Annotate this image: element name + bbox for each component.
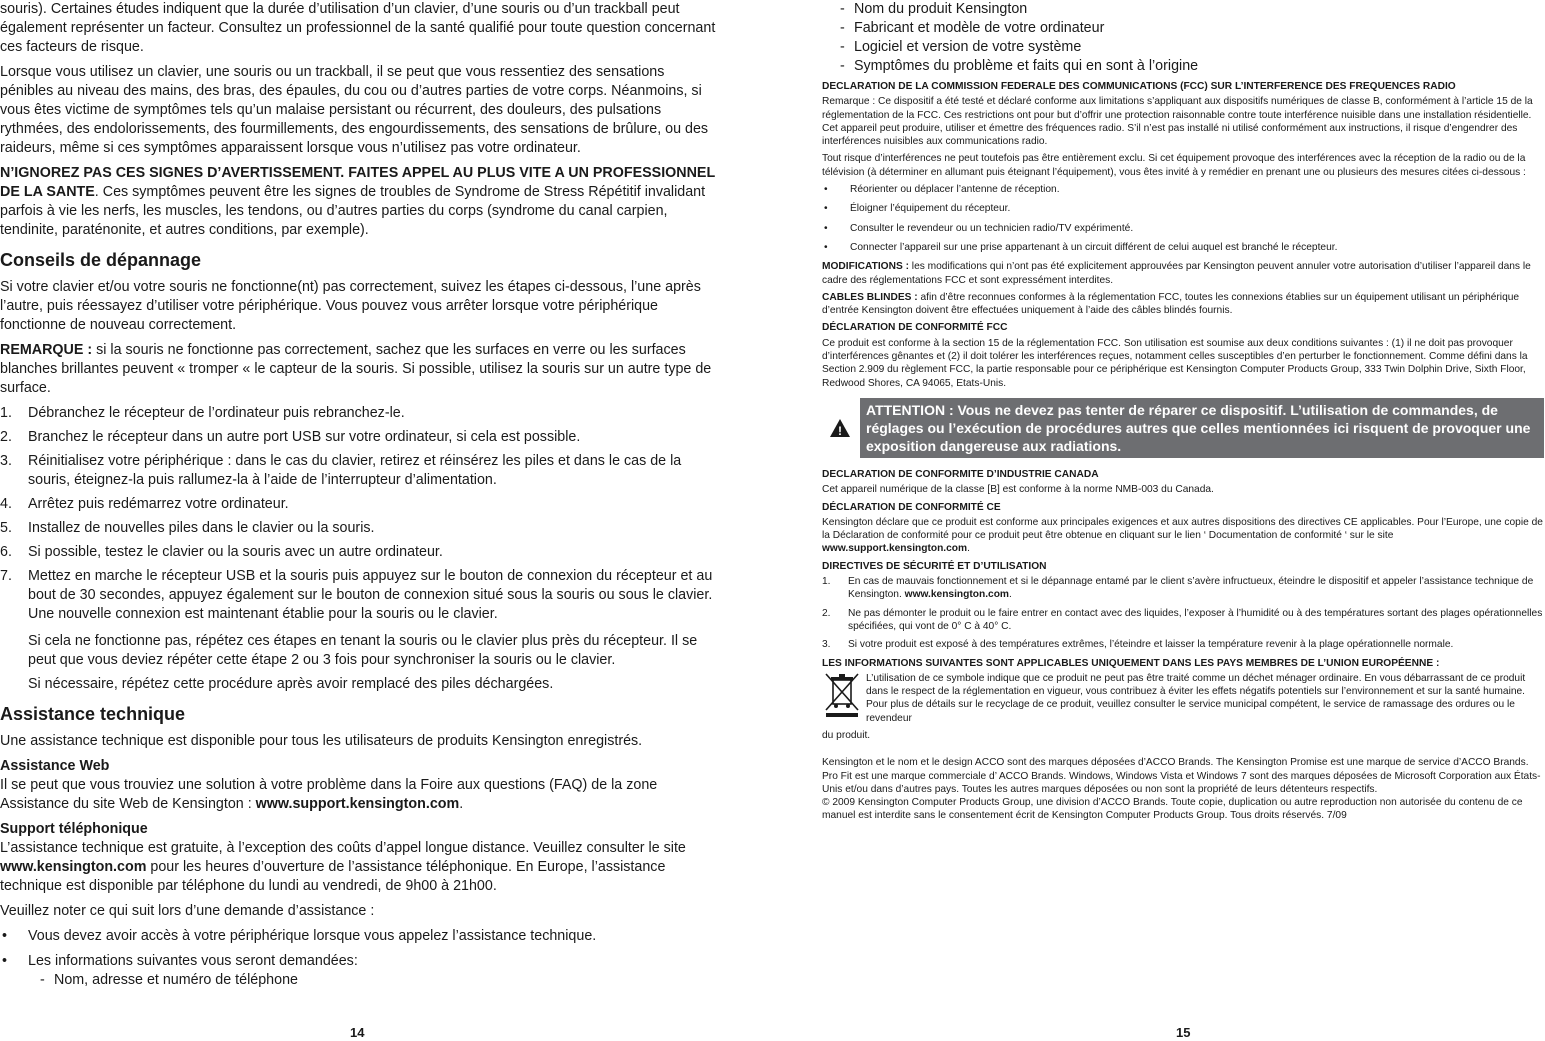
canada-text: Cet appareil numérique de la classe [B] est conforme à la norme NMB-003 du Canada. [822, 484, 1214, 496]
list-number: 2. [822, 607, 831, 619]
step-text: Installez de nouvelles piles dans le clavier ou la souris. [28, 520, 375, 536]
support-bullets [0, 927, 718, 990]
list-number: 1. [822, 576, 831, 588]
list-item [822, 575, 1544, 602]
fcc-heading: DECLARATION DE LA COMMISSION FEDERALE DES COMMUNICATIONS (FCC) SUR L’INTERFERENCE DES FREQUENCES RADIO [822, 81, 1456, 92]
bullet-glyph: • [824, 184, 828, 196]
dash-glyph: - [840, 39, 845, 55]
bullet-text: Connecter l’appareil sur une prise appartenant à un circuit différent de celui auquel est branché le récepteur. [850, 241, 1338, 253]
step-number: 4. [0, 496, 12, 512]
phone-support-body-1: L’assistance technique est gratuite, à l’exception des coûts d’appel longue distance. Veuillez consulter le site [0, 840, 686, 856]
dash-text: Nom, adresse et numéro de téléphone [54, 972, 298, 988]
support-intro: Une assistance technique est disponible pour tous les utilisateurs de produits Kensington enregistrés. [0, 733, 643, 749]
list-item [0, 952, 718, 990]
right-page [822, 0, 1544, 823]
canada-heading: DECLARATION DE CONFORMITE D’INDUSTRIE CANADA [822, 468, 1099, 480]
step-number: 3. [0, 453, 12, 469]
list-text: Ne pas démonter le produit ou le faire entrer en contact avec des liquides, l’exposer à l’humidité ou à des températures sortant des plages opérationnelles spécifiées, qui vont de 0° C à 40° C. [848, 607, 1543, 632]
list-text: En cas de mauvais fonctionnement et si le dépannage entamé par le client s’avère infructueux, éteindre le dispositif et appeler l’assistance technique de Kensington. [848, 576, 1534, 601]
step-item [0, 543, 718, 562]
copyright-text: © 2009 Kensington Computer Products Group, une division d’ACCO Brands. Toute copie, duplication ou autre reproduction non autorisée du contenu de ce manuel est interdite sans le consentement écrit de Kensington Computer Products Group. Tous droits réservés. 7/09 [822, 797, 1523, 822]
list-end: . [1008, 589, 1012, 601]
list-item [822, 607, 1544, 634]
dash-item [840, 57, 1544, 76]
eu-weee-block [822, 672, 1544, 725]
step-text: Mettez en marche le récepteur USB et la souris puis appuyez sur le bouton de connexion du récepteur et au bout de 30 secondes, appuyez également sur le bouton de connexion situé sous la souris ou sous le clavier. Une nouvelle connexion est maintenant établie pour la souris ou le clavier. [28, 568, 713, 622]
ce-text [822, 516, 1544, 556]
support-heading: Assistance technique [0, 704, 186, 724]
safety-list [822, 575, 1544, 651]
warning-rest: . Ces symptômes peuvent être les signes de troubles de Syndrome de Stress Répétitif invalidant parfois à vie les nerfs, les muscles, les tendons, ou d’autres parties du corps (syndrome du canal carpien, tendinite, paraténonite, et autres conditions, par exemple). [0, 184, 706, 238]
dash-item [28, 971, 718, 990]
fcc-paragraph-2: Tout risque d’interférences ne peut toutefois pas être entièrement exclu. Si cet équipement provoque des interférences avec la réception de la radio ou de la télévision (à déterminer en allumant puis éteignant l’équipement), vous êtes invité à y remédier en prenant une ou plusieurs des mesures citées ci-dessous : [822, 153, 1526, 178]
ce-link[interactable]: www.support.kensington.com [822, 543, 968, 555]
step7-continuation-2: Si nécessaire, répétez cette procédure après avoir remplacé des piles déchargées. [28, 676, 554, 692]
list-item [822, 202, 1544, 215]
web-support-end: . [459, 796, 464, 812]
fcc-paragraph-1: Remarque : Ce dispositif a été testé et déclaré conforme aux limitations s’appliquant aux dispositifs numériques de classe B, conformément à l’article 15 de la réglementation de la FCC. Ces restrictions ont pour but d’offrir une protection raisonnable contre toute interférence nuisible dans une installation résidentielle. Cet appareil peut produire, utiliser et émettre des fréquences radio. S’il n’est pas installé ni utilisé conformément aux instructions, il risque d’engendrer des interférences nuisibles aux communications radio. [822, 96, 1533, 148]
cables-label: CABLES BLINDES : [822, 291, 918, 303]
step-text: Si possible, testez le clavier ou la souris avec un autre ordinateur. [28, 544, 443, 560]
dash-text: Logiciel et version de votre système [854, 39, 1082, 55]
bullet-glyph: • [824, 222, 828, 234]
page-number-left: 14 [350, 1025, 365, 1040]
step-number: 1. [0, 405, 12, 421]
ce-heading: DÉCLARATION DE CONFORMITÉ CE [822, 501, 1001, 513]
dash-glyph: - [840, 58, 845, 74]
safety-link[interactable]: www.kensington.com [904, 589, 1009, 601]
step-item [0, 495, 718, 514]
list-number: 3. [822, 639, 831, 651]
dash-item [840, 38, 1544, 57]
bullet-glyph: • [824, 203, 828, 215]
list-item [822, 183, 1544, 196]
step-item [0, 567, 718, 624]
step-number: 2. [0, 429, 12, 445]
step-text: Débranchez le récepteur de l’ordinateur puis rebranchez-le. [28, 405, 405, 421]
dash-text: Symptômes du problème et faits qui en sont à l’origine [854, 58, 1199, 74]
troubleshoot-heading: Conseils de dépannage [0, 250, 202, 270]
bullet-glyph: • [824, 241, 828, 253]
modifications-paragraph [822, 260, 1544, 287]
step-item [0, 452, 718, 490]
modifications-text: les modifications qui n’ont pas été explicitement approuvées par Kensington peuvent annuler votre autorisation d’utiliser l’appareil dans le cadre des réglementations FCC et sont expressément interdites. [822, 261, 1531, 286]
eu-heading: LES INFORMATIONS SUIVANTES SONT APPLICABLES UNIQUEMENT DANS LES PAYS MEMBRES DE L’UNION EUROPÉENNE : [822, 657, 1440, 669]
web-support-link[interactable]: www.support.kensington.com [255, 796, 460, 812]
list-item [822, 241, 1544, 254]
attention-callout [822, 398, 1544, 458]
cables-text: afin d’être reconnues conformes à la réglementation FCC, toutes les connexions établies sur un équipement utilisant un périphérique d’entrée Kensington doivent être effectuées uniquement à l’aide des câbles blindés fournis. [822, 291, 1520, 317]
attention-text: ATTENTION : Vous ne devez pas tenter de réparer ce dispositif. L’utilisation de commandes, de réglages ou l’exécution de procédures autres que celles mentionnées ici risquent de provoquer une exposition dangereuse aux radiations. [860, 398, 1544, 458]
web-support-text [0, 776, 718, 814]
bullet-glyph: • [2, 928, 8, 944]
crossed-bin-icon [822, 672, 862, 725]
web-support-body: Il se peut que vous trouviez une solution à votre problème dans la Foire aux questions (FAQ) de la zone Assistance du site Web de Kensington : [0, 777, 658, 812]
step-number: 5. [0, 520, 12, 536]
bullet-text: Les informations suivantes vous seront demandées: [28, 953, 358, 969]
step-text: Arrêtez puis redémarrez votre ordinateur. [28, 496, 289, 512]
phone-support-text [0, 839, 718, 896]
modifications-label: MODIFICATIONS : [822, 261, 909, 273]
warning-bold: N’IGNOREZ PAS CES SIGNES D’AVERTISSEMENT. FAITES APPEL AU PLUS VITE A UN PROFESSIONNEL DE LA SANTE [0, 165, 715, 200]
bullet-text: Réorienter ou déplacer l’antenne de réception. [850, 184, 1060, 196]
bullet-text: Vous devez avoir accès à votre périphérique lorsque vous appelez l’assistance technique. [28, 928, 597, 944]
remark-paragraph [0, 341, 718, 398]
step-item [0, 404, 718, 423]
dash-text: Fabricant et modèle de votre ordinateur [854, 20, 1105, 36]
web-support-heading: Assistance Web [0, 758, 110, 774]
step-number: 6. [0, 544, 12, 560]
dash-item [840, 19, 1544, 38]
left-page [0, 0, 718, 990]
cables-paragraph [822, 291, 1544, 318]
eu-text: L’utilisation de ce symbole indique que ce produit ne peut pas être traité comme un déchet ménager ordinaire. En vous débarrassant de ce produit dans le respect de la réglementation en vigueur, vous contribuez à éviter les effets négatifs potentiels sur l’environnement et sur la santé humaine. Pour plus de détails sur le recyclage de ce produit, veuillez consulter le service municipal compétent, le service de ramassage des ordures ou le revendeur [866, 672, 1526, 724]
ce-body: Kensington déclare que ce produit est conforme aux principales exigences et aux autres dispositions des directives CE applicables. Pour l’Europe, une copie de la Déclaration de conformité pour ce produit peut être obtenue en cliquant sur le lien ‘ Documentation de conformité ‘ sur le site [822, 516, 1543, 542]
remark-text: si la souris ne fonctionne pas correctement, sachez que les surfaces en verre ou les surfaces blanches brillantes peuvent « tromper « le capteur de la souris. Si possible, utilisez la souris sur un autre type de surface. [0, 342, 712, 396]
bullet-text: Consulter le revendeur ou un technicien radio/TV expérimenté. [850, 222, 1134, 234]
bullet-text: Éloigner l’équipement du récepteur. [850, 203, 1011, 215]
fcc-conformity-text: Ce produit est conforme à la section 15 de la réglementation FCC. Son utilisation est soumise aux deux conditions suivantes : (1) il ne doit pas provoquer d’interférences gênantes et (2) il doit tolérer les interférences reçues, notamment celles susceptibles d’en perturber le fonctionnement. Comme défini dans la Section 2.909 du règlement FCC, la partie responsable pour ce périphérique est Kensington Computer Products Group, 333 Twin Dolphin Drive, Sixth Floor, Redwood Shores, CA 94065, Etats-Unis. [822, 337, 1528, 389]
trademark-text: Kensington et le nom et le design ACCO sont des marques déposées d’ACCO Brands. The Kensington Promise est une marque de service d’ACCO Brands. Pro Fit est une marque commerciale d’ ACCO Brands. Windows, Windows Vista et Windows 7 sont des marques déposées de Microsoft Corporation aux États-Unis et/ou dans d’autres pays. Toutes les autres marques déposées ou non sont la propriété de leurs détenteurs respectifs. [822, 757, 1541, 795]
list-item [0, 927, 718, 946]
phone-support-heading: Support téléphonique [0, 821, 148, 837]
step-text: Branchez le récepteur dans un autre port USB sur votre ordinateur, si cela est possible. [28, 429, 581, 445]
warning-glyph: ! [838, 423, 842, 438]
dash-glyph: - [840, 1, 845, 17]
list-item [822, 222, 1544, 235]
phone-support-link[interactable]: www.kensington.com [0, 859, 147, 875]
dash-item [840, 0, 1544, 19]
step-item [0, 428, 718, 447]
dash-list [822, 0, 1544, 76]
fcc-conformity-heading: DÉCLARATION DE CONFORMITÉ FCC [822, 322, 1008, 334]
troubleshoot-steps [0, 404, 718, 624]
phone-support-body-2: pour les heures d’ouverture de l’assistance téléphonique. En Europe, l’assistance technique est disponible par téléphone du lundi au vendredi, de 9h00 à 21h00. [0, 859, 666, 894]
page-number-right: 15 [1176, 1025, 1191, 1040]
eu-text-end: du produit. [822, 729, 871, 741]
dash-glyph: - [840, 20, 845, 36]
dash-glyph: - [40, 972, 45, 988]
note-intro: Veuillez noter ce qui suit lors d’une demande d’assistance : [0, 903, 375, 919]
warning-paragraph [0, 164, 718, 240]
troubleshoot-intro: Si votre clavier et/ou votre souris ne fonctionne(nt) pas correctement, suivez les étapes ci-dessous, l’une après l’autre, puis réessayez d’utiliser votre périphérique. Vous pouvez vous arrêter lorsque votre périphérique fonctionne de nouveau correctement. [0, 279, 701, 333]
step-text: Réinitialisez votre périphérique : dans le cas du clavier, retirez et réinsérez les piles et dans le cas de la souris, éteignez-la puis rallumez-la à l’aide de l’interrupteur d’alimentation. [28, 453, 682, 488]
fcc-bullets [822, 183, 1544, 254]
warning-triangle-icon [822, 398, 858, 458]
list-item [822, 638, 1544, 651]
ce-end: . [967, 543, 970, 555]
bullet-glyph: • [2, 953, 8, 969]
step7-continuation-1: Si cela ne fonctionne pas, répétez ces étapes en tenant la souris ou le clavier plus près du récepteur. Il se peut que vous deviez répéter cette étape 2 ou 3 fois pour synchroniser la souris ou le clavier. [28, 633, 698, 668]
dash-text: Nom du produit Kensington [854, 1, 1028, 17]
intro-paragraph: souris). Certaines études indiquent que la durée d’utilisation d’un clavier, d’une souris ou d’un trackball peut également représenter un facteur. Consultez un professionnel de la santé qualifié pour toute question concernant ces facteurs de risque. [0, 1, 716, 55]
symptoms-paragraph: Lorsque vous utilisez un clavier, une souris ou un trackball, il se peut que vous ressentiez des sensations pénibles au niveau des mains, des bras, des épaules, du cou ou d’autres parties de votre corps. Néanmoins, si vous êtes victime de symptômes tels qu’un malaise persistant ou récurrent, des douleurs, des pulsations rythmées, des endolorissements, des fourmillements, des engourdissements, des sensations de brûlure, ou des raideurs, même si ces symptômes apparaissent lorsque vous n’utilisez pas votre ordinateur. [0, 64, 709, 156]
list-text: Si votre produit est exposé à des températures extrêmes, l’éteindre et laisser la température revenir à la plage opérationnelle normale. [848, 639, 1454, 651]
step-number: 7. [0, 568, 12, 584]
remark-label: REMARQUE : [0, 342, 93, 358]
step-item [0, 519, 718, 538]
safety-heading: DIRECTIVES DE SÉCURITÉ ET D’UTILISATION [822, 560, 1047, 572]
